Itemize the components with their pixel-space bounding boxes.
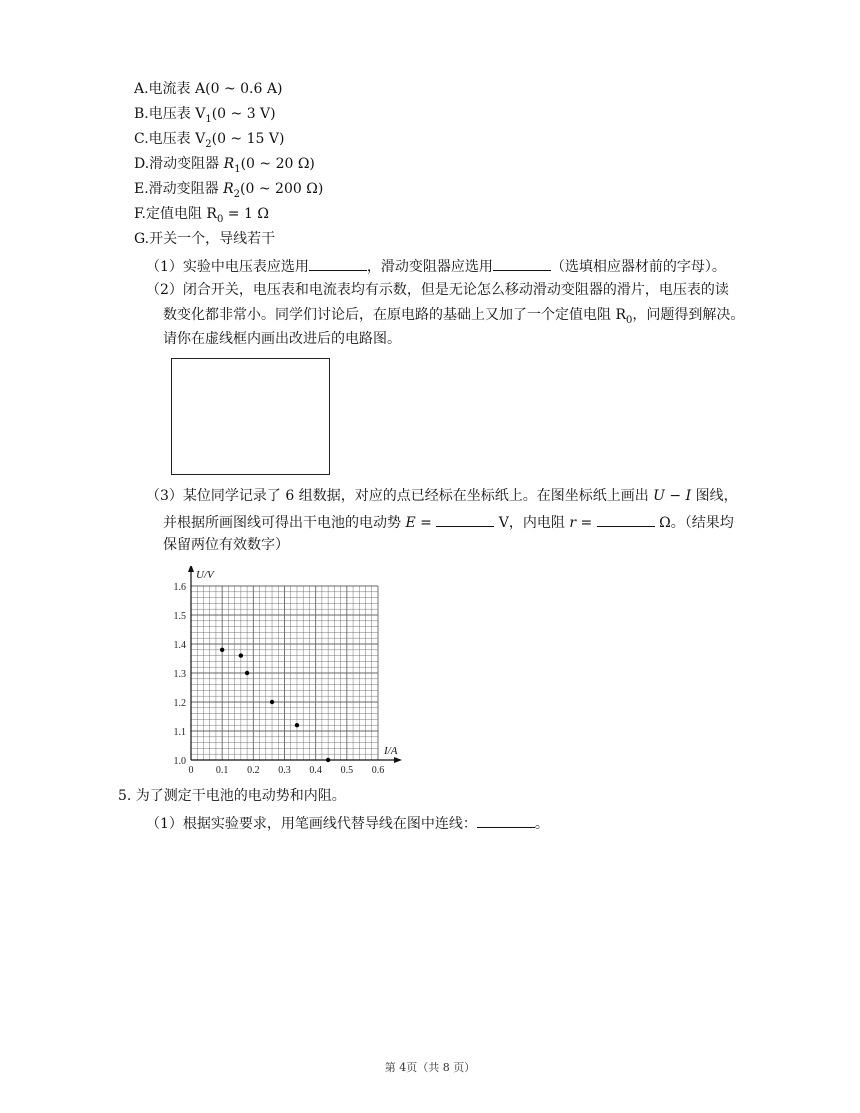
equipment-option — [134, 129, 284, 149]
q1-text-a: （1）实验中电压表应选用 — [146, 259, 309, 275]
data-point — [270, 700, 274, 704]
data-point — [239, 653, 243, 657]
q3-eq1: = — [415, 515, 437, 531]
q3-text-a: （3）某位同学记录了 6 组数据，对应的点已经标在坐标纸上。在图坐标纸上画出 — [146, 488, 654, 504]
x-tick-label: 0.2 — [247, 765, 260, 776]
option-variable: R — [223, 181, 234, 197]
q3-eq2: = — [576, 515, 597, 531]
answer-blank-rheostat[interactable] — [493, 255, 551, 271]
circuit-drawing-box[interactable] — [171, 358, 330, 475]
answer-blank-wiring[interactable] — [477, 812, 535, 828]
question-3-line3: 保留两位有效数字） — [163, 537, 289, 553]
q2-subscript: 0 — [626, 314, 633, 326]
q3-text-b: 图线， — [691, 488, 738, 504]
option-variable: R — [223, 156, 235, 172]
q3-text-e: Ω。（结果均 — [654, 515, 734, 531]
equipment-option — [134, 179, 323, 199]
option-text: C.电压表 V — [134, 131, 206, 147]
q3-var-e: E — [405, 515, 416, 531]
x-tick-label: 0 — [188, 765, 194, 776]
question-5-line1 — [146, 812, 549, 834]
answer-blank-voltmeter[interactable] — [309, 255, 367, 271]
data-point — [295, 723, 299, 727]
question-1 — [146, 255, 726, 277]
q3-text-d: V，内电阻 — [494, 515, 570, 531]
q2-text-a: 数变化都非常小。同学们讨论后，在原电路的基础上又加了一个定值电阻 R — [163, 307, 626, 323]
x-tick-label: 0.5 — [340, 765, 354, 776]
option-range: (0 ~ 3 V) — [211, 106, 276, 122]
q1-text-c: （选填相应器材前的字母）。 — [550, 259, 726, 275]
option-text: D.滑动变阻器 — [134, 156, 224, 172]
option-range: (0 ~ 15 V) — [211, 131, 285, 147]
option-subscript: 2 — [205, 138, 212, 150]
data-point — [220, 648, 224, 652]
q1-text-b: ，滑动变阻器应选用 — [366, 259, 493, 275]
option-text: B.电压表 V — [134, 106, 206, 122]
question-5-title: 5. 为了测定干电池的电动势和内阻。 — [118, 788, 346, 804]
option-text: A.电流表 A(0 ~ 0.6 A) — [134, 81, 283, 97]
x-axis-arrow — [394, 757, 402, 763]
y-tick-label: 1.5 — [173, 611, 186, 622]
u-i-graph[interactable] — [160, 566, 410, 781]
x-tick-label: 0.1 — [215, 765, 229, 776]
y-axis-label: U/V — [196, 569, 214, 581]
question-3-line2 — [163, 511, 734, 533]
option-range: (0 ~ 20 Ω) — [240, 156, 315, 172]
page-footer: 第 4页（共 8 页） — [384, 1061, 476, 1074]
q2-text-b: ，问题得到解决。 — [632, 307, 745, 323]
data-point — [326, 758, 330, 762]
y-tick-label: 1.2 — [173, 698, 186, 709]
equipment-option — [134, 204, 269, 224]
option-subscript: 0 — [216, 213, 224, 225]
q3-var-ui: U − I — [653, 488, 692, 504]
equipment-option — [134, 154, 315, 174]
q5-text-b: 。 — [534, 816, 549, 832]
question-2-line1: （2）闭合开关，电压表和电流表均有示数，但是无论怎么移动滑动变阻器的滑片，电压表的读 — [146, 282, 729, 298]
answer-blank-emf[interactable] — [436, 511, 494, 527]
option-subscript: 1 — [234, 163, 241, 175]
equipment-option — [134, 104, 276, 124]
y-tick-label: 1.0 — [173, 756, 186, 767]
x-tick-label: 0.4 — [309, 765, 322, 776]
y-tick-label: 1.4 — [173, 640, 186, 651]
y-axis-arrow — [188, 566, 194, 572]
question-3-line1 — [146, 486, 738, 506]
option-subscript: 2 — [233, 188, 241, 200]
q3-text-c: 并根据所画图线可得出干电池的电动势 — [163, 515, 406, 531]
q5-text-a: （1）根据实验要求，用笔画线代替导线在图中连线： — [146, 816, 477, 832]
equipment-option — [134, 79, 282, 99]
data-point — [245, 671, 249, 675]
q3-var-r: r — [569, 515, 577, 531]
x-tick-label: 0.6 — [371, 765, 385, 776]
x-axis-label: I/A — [384, 745, 398, 757]
x-tick-label: 0.3 — [278, 765, 291, 776]
option-subscript: 1 — [205, 113, 212, 125]
equipment-option — [134, 229, 275, 249]
question-2-line3: 请你在虚线框内画出改进后的电路图。 — [163, 331, 401, 347]
answer-blank-resistance[interactable] — [597, 511, 655, 527]
option-text: G.开关一个，导线若干 — [134, 231, 276, 247]
option-text: F.定值电阻 R — [134, 206, 217, 222]
y-tick-label: 1.6 — [173, 582, 186, 593]
question-2-line2 — [163, 305, 744, 325]
y-tick-label: 1.3 — [173, 669, 186, 680]
y-tick-label: 1.1 — [173, 727, 186, 738]
option-text: E.滑动变阻器 — [134, 181, 224, 197]
option-range: = 1 Ω — [223, 206, 269, 222]
option-range: (0 ~ 200 Ω) — [240, 181, 324, 197]
